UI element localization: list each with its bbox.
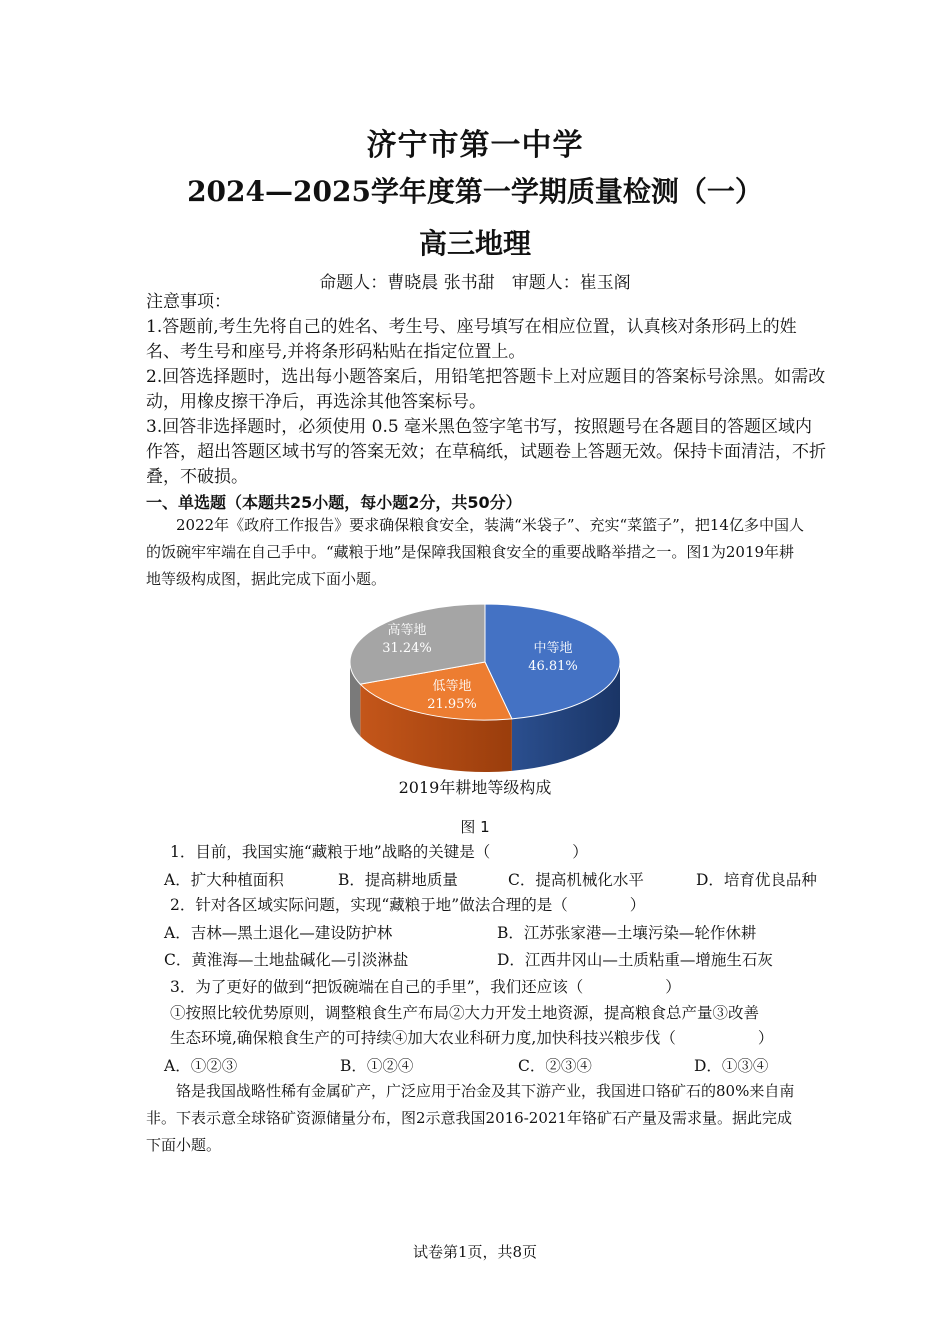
school-name: 济宁市第一中学	[366, 128, 584, 163]
page-footer: 试卷第1页，共8页	[412, 1243, 538, 1261]
pie-chart	[340, 600, 630, 775]
q2-option-d[interactable]: D．江西井冈山—土质粘重—增施生石灰	[497, 951, 773, 969]
q3-option-d[interactable]: D．①③④	[694, 1057, 769, 1075]
question-3-line-2-text: 生态环境,确保粮食生产的可持续④加大农业科研力度,加快科技兴粮步伐（	[170, 1029, 676, 1047]
pie-value-3: 31.24%	[382, 641, 432, 656]
question-1-close: ）	[572, 843, 588, 861]
question-2-close: ）	[629, 896, 646, 914]
question-1	[170, 840, 588, 862]
q3-option-a[interactable]: A．①②③	[164, 1057, 238, 1075]
exam-title: 2024—2025学年度第一学期质量检测（一）	[187, 175, 763, 208]
q2-option-b[interactable]: B．江苏张家港—土壤污染—轮作休耕	[497, 924, 757, 942]
notice-item-1: 1.答题前,考生先将自己的姓名、考生号、座号填写在相应位置，认真核对条形码上的姓名、考生号和座号,并将条形码粘贴在指定位置上。	[146, 317, 797, 362]
pie-label-1: 中等地	[533, 641, 573, 656]
question-2	[170, 893, 645, 915]
pie-value-2: 21.95%	[427, 697, 477, 712]
section-title: 一、单选题（本题共25小题，每小题2分，共50分）	[146, 493, 522, 512]
pie-value-1: 46.81%	[528, 659, 578, 674]
q2-option-a[interactable]: A．吉林—黑土退化—建设防护林	[164, 924, 393, 942]
question-3-line-1: ①按照比较优势原则，调整粮食生产布局②大力开发土地资源，提高粮食总产量③改善	[170, 1004, 760, 1022]
pie-label-2: 低等地	[432, 679, 472, 694]
question-3-stem: 3．为了更好的做到“把饭碗端在自己的手里”，我们还应该（	[170, 978, 584, 996]
figure-caption: 图 1	[460, 818, 490, 836]
notice-item-3: 3.回答非选择题时，必须使用 0.5 毫米黑色签字笔书写，按照题号在各题目的答题区域内作答，超出答题区域书写的答案无效；在草稿纸，试题卷上答题无效。保持卡面清洁，不折叠，不破损。	[146, 417, 826, 487]
subject-title: 高三地理	[418, 227, 531, 260]
notice-title: 注意事项：	[146, 292, 231, 312]
question-2-stem: 2．针对各区域实际问题，实现“藏粮于地”做法合理的是（	[170, 896, 568, 914]
q3-option-b[interactable]: B．①②④	[340, 1057, 414, 1075]
chart-title: 2019年耕地等级构成	[398, 778, 552, 797]
question-3-line-2	[170, 1026, 773, 1048]
q1-option-c[interactable]: C．提高机械化水平	[508, 871, 644, 889]
q1-option-d[interactable]: D．培育优良品种	[696, 871, 817, 889]
intro-paragraph-2: 铬是我国战略性稀有金属矿产，广泛应用于冶金及其下游产业，我国进口铬矿石的80%来自南非。下表示意全球铬矿资源储量分布，图2示意我国2016-2021年铬矿石产量及需求量。据此完成下面小题。	[146, 1082, 795, 1154]
q3-option-c[interactable]: C．②③④	[518, 1057, 592, 1075]
notice-item-2: 2.回答选择题时，选出每小题答案后，用铅笔把答题卡上对应题目的答案标号涂黑。如需改动，用橡皮擦干净后，再选涂其他答案标号。	[146, 367, 826, 412]
intro-paragraph-1: 2022年《政府工作报告》要求确保粮食安全，装满“米袋子”、充实“菜篮子”，把14亿多中国人的饭碗牢牢端在自己手中。“藏粮于地”是保障我国粮食安全的重要战略举措之一。图1为2019年耕地等级构成图，据此完成下面小题。	[146, 516, 804, 588]
question-1-stem: 1．目前，我国实施“藏粮于地”战略的关键是（	[170, 843, 491, 861]
pie-label-3: 高等地	[387, 623, 427, 638]
question-3	[170, 975, 681, 997]
q1-option-a[interactable]: A．扩大种植面积	[164, 871, 284, 889]
q2-option-c[interactable]: C．黄淮海—土地盐碱化—引淡淋盐	[164, 951, 409, 969]
question-3-line-2-close: ）	[757, 1029, 774, 1047]
question-3-close: ）	[665, 978, 681, 996]
q1-option-b[interactable]: B．提高耕地质量	[338, 871, 458, 889]
authors-line: 命题人：曹晓晨 张书甜 审题人：崔玉阁	[319, 273, 631, 293]
